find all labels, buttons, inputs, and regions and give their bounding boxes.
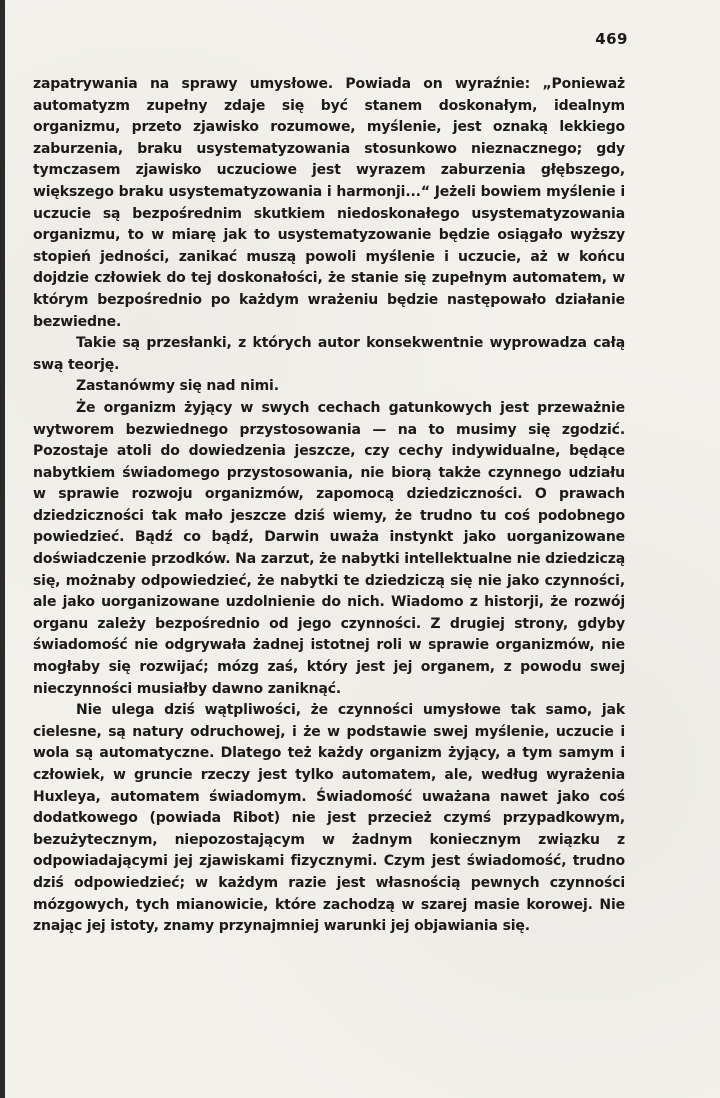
page-binding-edge xyxy=(0,0,5,1098)
paragraph-organism: Że organizm żyjący w swych cechach gatunkowych jest przeważnie wytworem bezwiednego przystosowania — na to musimy się zgodzić. Pozostaje atoli do dowiedzenia jeszcze, czy cechy indywidualne, będące nabytkiem świadomego przystosowania, nie biorą także czynnego udziału w sprawie rozwoju organizmów, zapomocą dziedziczności. O prawach dziedziczności tak mało jeszcze dziś wiemy, że trudno tu coś podobnego powiedzieć. Bądź co bądź, Darwin uważa instynkt jako uorganizowane doświadczenie przodków. Na zarzut, że nabytki intellektualne nie dziedziczą się, możnaby odpowiedzieć, że nabytki te dziedziczą się nie jako czynności, ale jako uorganizowane uzdolnienie do nich. Wiadomo z historji, że rozwój organu zależy bezpośrednio od jego czynności. Z drugiej strony, gdyby świadomość nie odgrywała żadnej istotnej roli w sprawie organizmów, nie mogłaby się rozwijać; mózg zaś, który jest jej organem, z powodu swej nieczynności musiałby dawno zaniknąć. xyxy=(33,399,625,697)
paragraph-reflection: Zastanówmy się nad nimi. xyxy=(76,378,279,395)
paragraph-premises: Takie są przesłanki, z których autor konsekwentnie wyprowadza całą swą teorję. xyxy=(33,335,625,373)
paragraph-continuation: zapatrywania na sprawy umysłowe. Powiada on wyraźnie: „Ponieważ automatyzm zupełny zdaje się być stanem doskonałym, idealnym organizmu, przeto zjawisko rozumowe, myślenie, jest oznaką lekkiego zaburzenia, braku usystematyzowania stosunkowo nieznacznego; gdy tymczasem zjawisko uczuciowe jest wyrazem zaburzenia głębszego, większego braku usystematyzowania i harmonji...“ Jeżeli bowiem myślenie i uczucie są bezpośrednim skutkiem niedoskonałego usystematyzowania organizmu, to w miarę jak to usystematyzowanie będzie osiągało wyższy stopień jedności, zanikać muszą powoli myślenie i uczucie, aż w końcu dojdzie człowiek do tej doskonałości, że stanie się zupełnym automatem, w którym bezpośrednio po każdym wrażeniu będzie następowało działanie bezwiedne. xyxy=(33,76,625,330)
page-number: 469 xyxy=(595,30,628,48)
body-text xyxy=(33,74,625,938)
paragraph-consciousness: Nie ulega dziś wątpliwości, że czynności umysłowe tak samo, jak cielesne, są natury odruchowej, i że w podstawie swej myślenie, uczucie i wola są automatyczne. Dlatego też każdy organizm żyjący, a tym samym i człowiek, w gruncie rzeczy jest tylko automatem, ale, według wyrażenia Huxleya, automatem świadomym. Świadomość uważana nawet jako coś dodatkowego (powiada Ribot) nie jest przecież czymś przypadkowym, bezużytecznym, niepozostającym w żadnym koniecznym związku z odpowiadającymi jej zjawiskami fizycznymi. Czym jest świadomość, trudno dziś odpowiedzieć; w każdym razie jest własnością pewnych czynności mózgowych, tych mianowicie, które zachodzą w szarej masie korowej. Nie znając jej istoty, znamy przynajmniej warunki jej objawiania się. xyxy=(33,702,625,935)
